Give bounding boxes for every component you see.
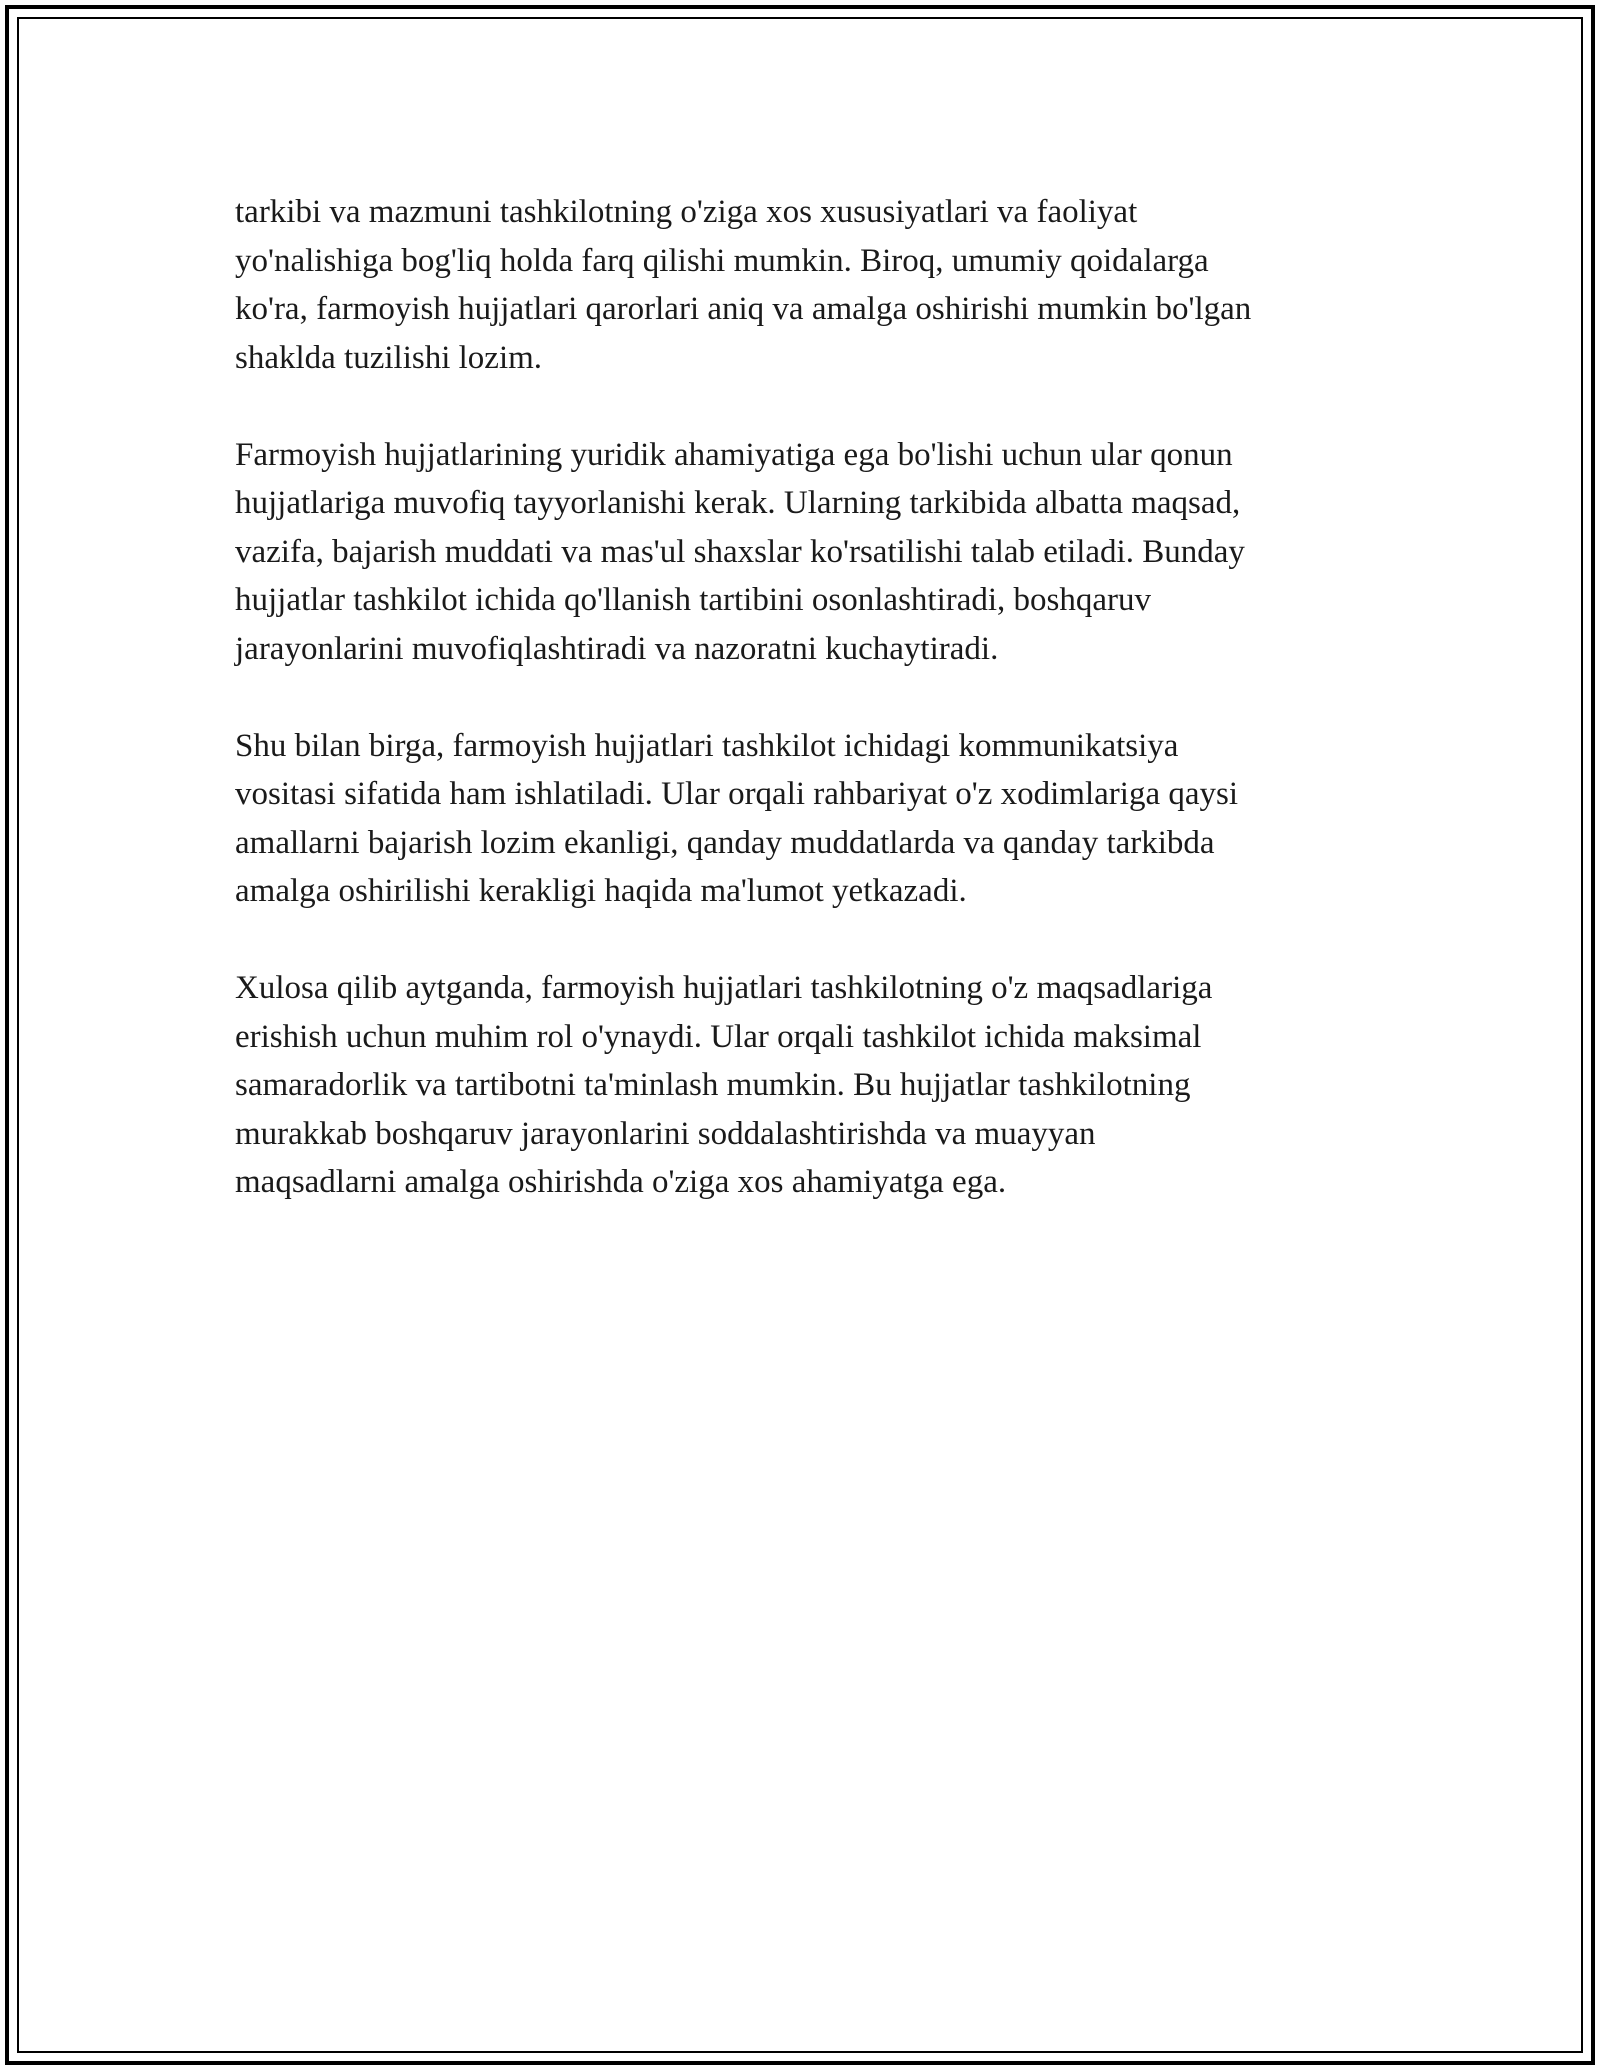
text-line: ko'ra, farmoyish hujjatlari qarorlari aniq va amalga oshirishi mumkin bo'lgan	[235, 291, 1252, 327]
text-line: amalga oshirilishi kerakligi haqida ma'lumot yetkazadi.	[235, 873, 967, 909]
text-line: hujjatlariga muvofiq tayyorlanishi kerak. Ularning tarkibida albatta maqsad,	[235, 485, 1241, 521]
text-line: vazifa, bajarish muddati va mas'ul shaxslar ko'rsatilishi talab etiladi. Bunday	[235, 533, 1245, 570]
text-line: Shu bilan birga, farmoyish hujjatlari tashkilot ichidagi kommunikatsiya	[235, 727, 1179, 764]
document-body	[235, 188, 1395, 1255]
text-line: tarkibi va mazmuni tashkilotning o'ziga xos xususiyatlari va faoliyat	[235, 194, 1138, 230]
text-line: samaradorlik va tartibotni ta'minlash mumkin. Bu hujjatlar tashkilotning	[235, 1067, 1191, 1103]
text-line: shaklda tuzilishi lozim.	[235, 339, 543, 376]
text-line: vositasi sifatida ham ishlatiladi. Ular orqali rahbariyat o'z xodimlariga qaysi	[235, 776, 1239, 812]
text-line: hujjatlar tashkilot ichida qo'llanish tartibini osonlashtiradi, boshqaruv	[235, 582, 1152, 618]
text-line: amallarni bajarish lozim ekanligi, qanday muddatlarda va qanday tarkibda	[235, 824, 1215, 861]
text-line: yo'nalishiga bog'liq holda farq qilishi mumkin. Biroq, umumiy qoidalarga	[235, 242, 1209, 279]
text-line: maqsadlarni amalga oshirishda o'ziga xos ahamiyatga ega.	[235, 1164, 1007, 1200]
text-line: murakkab boshqaruv jarayonlarini soddalashtirishda va muayyan	[235, 1115, 1096, 1152]
paragraph-3	[235, 722, 1395, 916]
text-line: jarayonlarini muvofiqlashtiradi va nazoratni kuchaytiradi.	[235, 630, 999, 667]
paragraph-1	[235, 188, 1395, 382]
paragraph-4	[235, 964, 1395, 1207]
text-line: Xulosa qilib aytganda, farmoyish hujjatlari tashkilotning o'z maqsadlariga	[235, 970, 1213, 1006]
paragraph-2	[235, 431, 1395, 674]
text-line: Farmoyish hujjatlarining yuridik ahamiyatiga ega bo'lishi uchun ular qonun	[235, 436, 1233, 473]
text-line: erishish uchun muhim rol o'ynaydi. Ular orqali tashkilot ichida maksimal	[235, 1018, 1202, 1055]
